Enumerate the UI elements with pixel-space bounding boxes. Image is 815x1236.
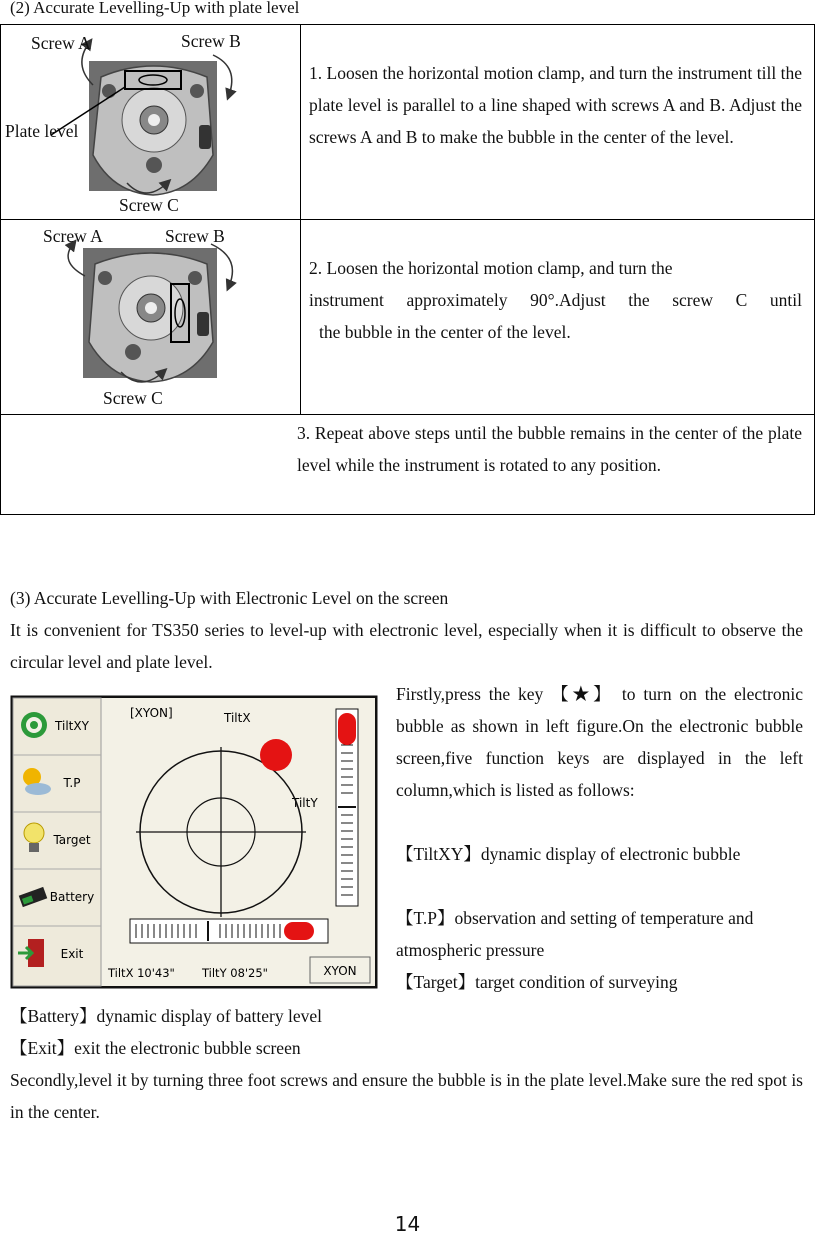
tiltx-axis-label: TiltX [224,711,251,725]
plate-level-label: Plate level [5,121,79,141]
key-battery-desc: 【Battery】dynamic display of battery level [10,1006,322,1026]
step1-text: 1. Loosen the horizontal motion clamp, and turn the instrument till the plate level is parallel to a line shaped with screws A and B. Adjust the screws A and B to make the bubble in the center of the level. [309,63,802,147]
mode-label: [XYON] [130,706,173,720]
step2-text-line3: the bubble in the center of the level. [319,322,571,342]
screw-a-label: Screw A [31,33,91,53]
step1-text-cell [301,25,815,220]
section-2-title: (2) Accurate Levelling-Up with plate level [10,0,300,17]
step3-cell [1,415,815,515]
secondly-paragraph: Secondly,level it by turning three foot screws and ensure the bubble is in the plate level.Make sure the red spot is in the center. [10,1070,803,1122]
step2-text-line2: instrument approximately 90°.Adjust the screw C until [309,290,802,310]
step3-text: 3. Repeat above steps until the bubble remains in the center of the plate level while the instrument is rotated to any position. [297,423,802,475]
target-icon[interactable] [21,712,47,738]
tilty-vertical-scale [336,709,358,906]
screw-a-label: Screw A [43,226,103,246]
section-3-title: (3) Accurate Levelling-Up with Electronic Level on the screen [10,588,449,608]
step1-figure-cell [1,25,301,220]
key-exit-desc: 【Exit】exit the electronic bubble screen [10,1038,301,1058]
menu-tp[interactable]: T.P [63,776,81,790]
menu-exit[interactable]: Exit [60,947,84,961]
levelling-steps-table [0,24,815,515]
tiltx-value: TiltX 10'43" [108,966,175,980]
electronic-bubble-screen [10,695,378,989]
key-target-desc: 【Target】target condition of surveying [396,972,678,992]
menu-target[interactable]: Target [53,833,91,847]
firstly-paragraph: Firstly,press the key 【★】 to turn on the electronic bubble as shown in left figure.On the electronic bubble screen,five function keys are displayed in the left column,which is listed as follows: [396,684,803,800]
section-3-intro: It is convenient for TS350 series to level-up with electronic level, especially when it is difficult to observe the circular level and plate level. [10,620,803,672]
menu-tiltxy[interactable]: TiltXY [55,719,89,733]
tribrach-figure-2 [1,220,301,415]
key-tp-desc: 【T.P】observation and setting of temperature and atmospheric pressure [396,908,754,960]
screw-c-label: Screw C [119,195,179,215]
screw-c-label: Screw C [103,388,163,408]
step2-figure-cell [1,220,301,415]
mode-button-label[interactable]: XYON [323,964,357,978]
page-number: 14 [394,1212,421,1236]
menu-battery[interactable]: Battery [49,890,95,904]
tilty-value: TiltY 08'25" [202,966,268,980]
bubble-spot [260,739,292,771]
tiltx-horizontal-scale [130,919,328,943]
key-tiltxy-desc: 【TiltXY】dynamic display of electronic bubble [396,844,741,864]
tilty-axis-label: TiltY [292,796,318,810]
step2-text-line1: 2. Loosen the horizontal motion clamp, and turn the [309,258,673,278]
screw-b-label: Screw B [165,226,225,246]
screw-b-label: Screw B [181,31,241,51]
step2-text-cell [301,220,815,415]
